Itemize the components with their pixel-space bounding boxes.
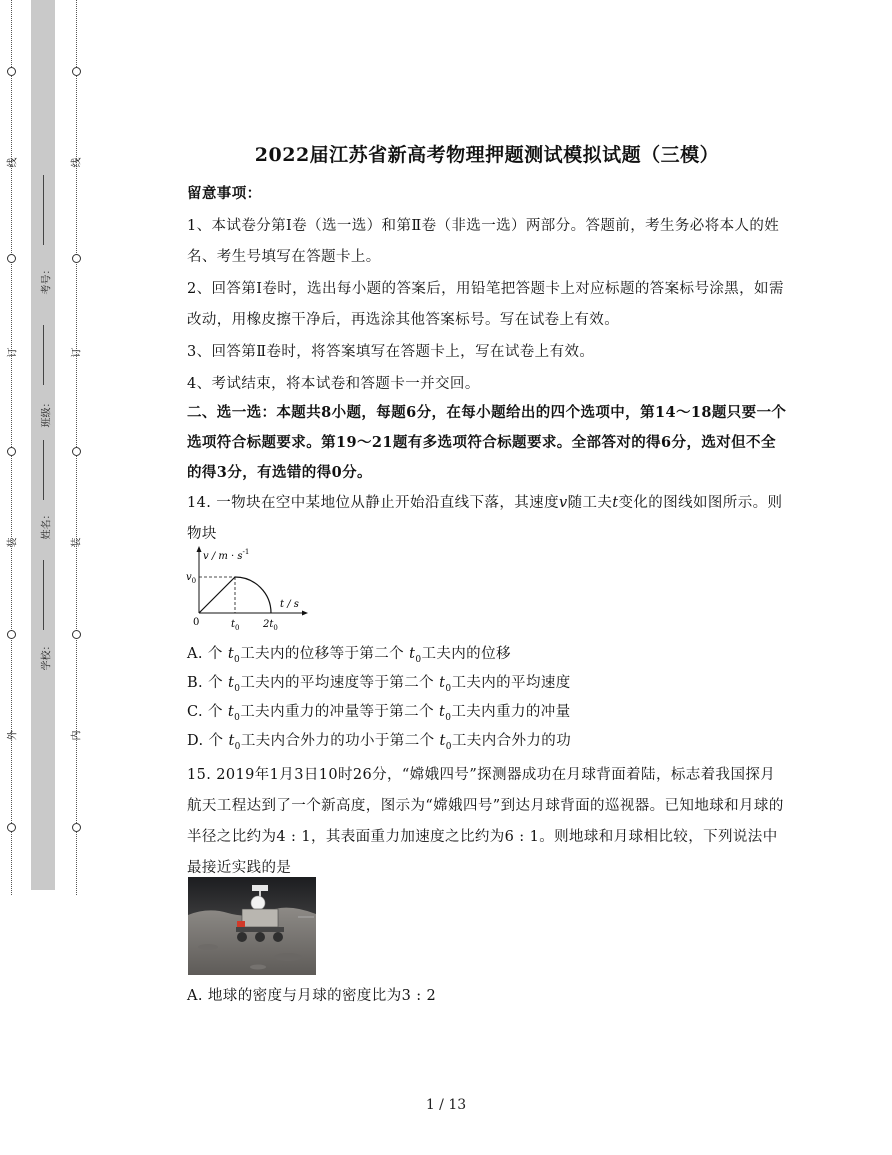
notice-heading: 留意事项： [187, 185, 262, 202]
var-t: t [439, 675, 446, 691]
graph-y-label: $v / m \cdot s^{-1}$ [203, 548, 250, 562]
option-text: 工夫内重力的冲量 [451, 704, 571, 720]
option-text: C. 个 [187, 704, 228, 720]
q15-option-a: A. 地球的密度与月球的密度比为3 : 2 [187, 988, 437, 1004]
inner-mark-staple: 订 [71, 347, 83, 358]
graph-origin: 0 [193, 617, 200, 628]
option-text: D. 个 [187, 733, 229, 749]
q14-var-t: t [612, 495, 619, 511]
field-name-label: 姓名： [41, 509, 53, 540]
binding-hole [72, 630, 81, 639]
binding-hole [7, 67, 16, 76]
field-class-blank [43, 325, 44, 385]
inner-mark-line: 线 [71, 157, 83, 168]
option-text: 工夫内的位移等于第二个 [240, 646, 410, 662]
var-t: t [409, 646, 416, 662]
option-text: 工夫内的平均速度 [451, 675, 571, 691]
var-t: t [439, 733, 446, 749]
q14-stem-part: 随工夫 [567, 495, 613, 511]
subscript: 0 [234, 741, 241, 752]
velocity-line-rise [199, 577, 235, 613]
field-school-blank [43, 560, 44, 630]
q14-var-v: v [558, 495, 568, 511]
lunar-rover-photo [188, 877, 316, 975]
x-axis-arrow [302, 611, 308, 616]
notice-item-4: 4、考试结束，将本试卷和答题卡一并交回。 [187, 376, 480, 392]
subscript: 0 [234, 712, 241, 723]
lunar-rover-illustration [188, 877, 316, 975]
question-15-stem: 15. 2019年1月3日10时26分，“嫦娥四号”探测器成功在月球背面着陆，标志着我国探月航天工程达到了一个新高度，图示为“嫦娥四号”到达月球背面的巡视器。已知地球和月球的半径之比约为4 : 1，其表面重力加速度之比约为6 : 1。则地球和月球相比较，下列说法中最接近实践的是 [187, 767, 784, 876]
subscript: 0 [445, 712, 452, 723]
outer-mark-outside: 外 [7, 730, 19, 741]
var-t: t [439, 704, 446, 720]
option-text: A. 个 [187, 646, 228, 662]
outer-mark-staple: 订 [7, 347, 19, 358]
graph-v0-tick: $v_0$ [186, 572, 197, 585]
notice-item-2: 2、回答第Ⅰ卷时，选出每小题的答案后，用铅笔把答题卡上对应标题的答案标号涂黑，如需改动，用橡皮擦干净后，再选涂其他答案标号。写在试卷上有效。 [187, 281, 784, 328]
q14-option-d [187, 727, 571, 761]
option-text: 工夫内合外力的功 [451, 733, 572, 749]
field-name-blank [43, 440, 44, 500]
var-t: t [227, 646, 235, 662]
binding-hole [72, 823, 81, 832]
binding-hole [72, 447, 81, 456]
section-instructions: 二、选一选：本题共8小题，每题6分，在每小题给出的四个选项中，第14～18题只要一个选项符合标题要求。第19～21题有多选项符合标题要求。全部答对的得6分，选对但不全的得3分，有选错的得0分。 [187, 404, 787, 481]
notice-item-3: 3、回答第Ⅱ卷时，将答案填写在答题卡上，写在试卷上有效。 [187, 344, 595, 360]
binding-hole [72, 67, 81, 76]
graph-x-label: t / s [280, 599, 299, 610]
field-class-label: 班级： [41, 397, 53, 428]
page-title: 2022届江苏省新高考物理押题测试模拟试题（三模） [254, 144, 720, 166]
field-exam-number-label: 考号： [41, 264, 53, 295]
velocity-time-graph [183, 545, 313, 640]
outer-mark-line: 线 [7, 157, 19, 168]
q14-stem-part: 变化的图线如图所示。则物块 [187, 495, 783, 542]
subscript: 0 [445, 741, 452, 752]
option-text: B. 个 [187, 675, 228, 691]
question-14-stem [187, 488, 787, 550]
inner-mark-bind: 装 [71, 537, 83, 548]
binding-hole [7, 254, 16, 263]
option-text: 工夫内合外力的功小于第二个 [240, 733, 440, 749]
subscript: 0 [234, 654, 241, 665]
subscript: 0 [445, 683, 452, 694]
subscript: 0 [234, 683, 241, 694]
page-number: 1 / 13 [425, 1097, 467, 1113]
graph-t0-tick: $t_0$ [231, 619, 240, 632]
graph-2t0-tick: $2t_0$ [263, 619, 278, 632]
subscript: 0 [415, 654, 422, 665]
var-t: t [227, 675, 235, 691]
var-t: t [228, 733, 235, 749]
outer-mark-bind: 装 [7, 537, 19, 548]
y-axis-arrow [197, 546, 202, 552]
option-text: 工夫内的平均速度等于第二个 [240, 675, 440, 691]
binding-hole [7, 630, 16, 639]
binding-margin [0, 0, 100, 900]
binding-hole [7, 823, 16, 832]
q14-stem-part: 14. 一物块在空中某地位从静止开始沿直线下落，其速度 [187, 495, 559, 511]
field-school-label: 学校： [41, 640, 53, 671]
notice-item-1: 1、本试卷分第Ⅰ卷（选一选）和第Ⅱ卷（非选一选）两部分。答题前，考生务必将本人的姓名、考生号填写在答题卡上。 [187, 218, 780, 265]
option-text: 工夫内的位移 [421, 646, 511, 662]
var-t: t [227, 704, 235, 720]
option-text: 工夫内重力的冲量等于第二个 [240, 704, 439, 720]
inner-mark-inside: 内 [71, 730, 83, 741]
velocity-arc-fall [235, 577, 271, 613]
binding-hole [7, 447, 16, 456]
binding-hole [72, 254, 81, 263]
field-exam-number-blank [43, 175, 44, 245]
